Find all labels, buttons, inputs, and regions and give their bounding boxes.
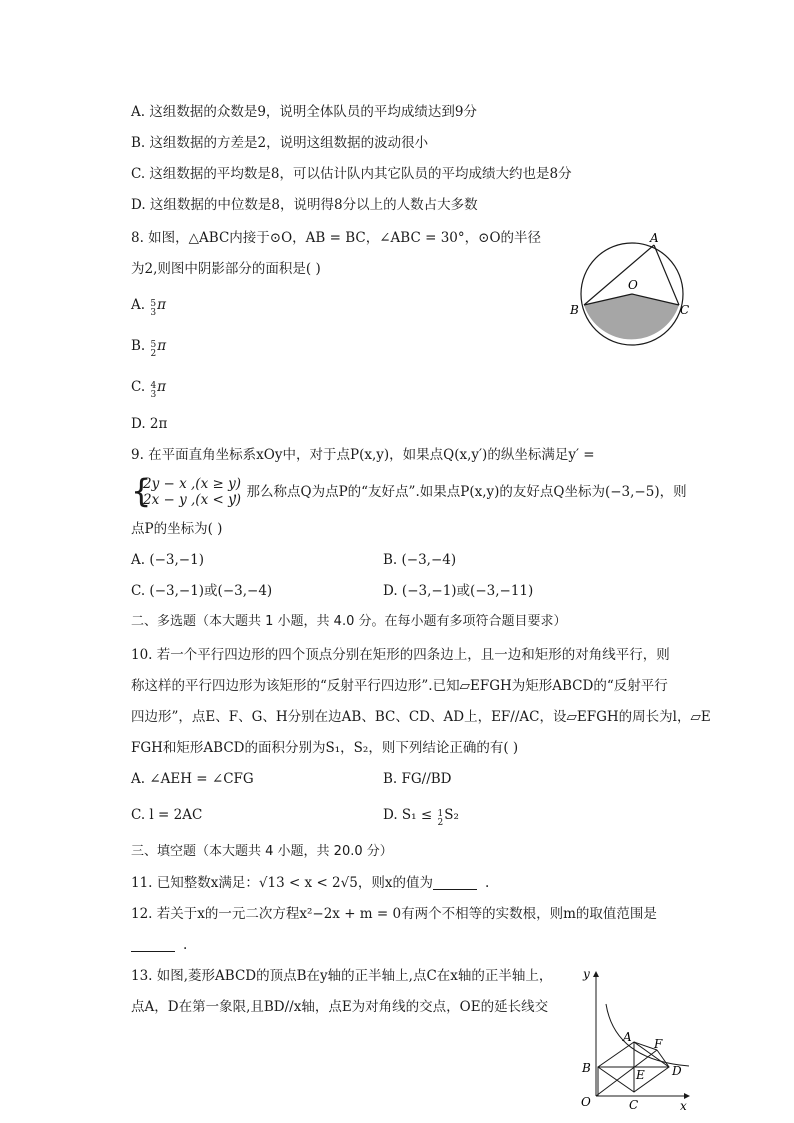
q8-option-a-den: 3	[150, 308, 157, 318]
q9-piecewise-line	[131, 474, 791, 508]
q8-option-d: D. 2π	[131, 416, 168, 432]
q10-stem-line4: FGH和矩形ABCD的面积分别为S₁，S₂，则下列结论正确的有( )	[131, 740, 519, 756]
q13-label-d: D	[672, 1064, 682, 1078]
q10-option-d-pre: D. S₁ ≤	[383, 807, 437, 823]
q12-period: .	[183, 937, 188, 953]
q8-stem-line1: 8. 如图，△ABC内接于⊙O，AB = BC，∠ABC = 30°，⊙O的半径	[131, 230, 542, 246]
q11-period: .	[484, 875, 490, 891]
q8-label-b: B	[570, 303, 579, 317]
q8-option-b-label: B.	[131, 338, 146, 354]
q13-segment-of	[596, 1050, 657, 1096]
q8-option-c-fraction	[150, 382, 156, 400]
q12-stem-line2	[131, 936, 187, 954]
q9-stem-line1: 9. 在平面直角坐标系xOy中，对于点P(x,y)，如果点Q(x,y′)的纵坐标满足y′ =	[131, 447, 595, 463]
q8-option-a-fraction	[150, 300, 156, 318]
q10-option-d-fraction	[437, 810, 443, 828]
q10-option-d-den: 2	[437, 818, 444, 828]
q8-option-a-pi: π	[157, 297, 166, 313]
q8-circle-figure	[568, 226, 698, 350]
q8-segment-ba	[584, 245, 654, 305]
q9-option-a: A. (−3,−1)	[131, 552, 204, 568]
q8-option-b-num: 5	[150, 340, 157, 350]
q11-stem	[131, 874, 489, 892]
q9-case-2: 2x − y ,(x < y)	[143, 492, 241, 508]
q9-option-d: D. (−3,−1)或(−3,−11)	[383, 583, 534, 599]
q12-answer-blank[interactable]	[131, 937, 175, 952]
q9-option-c: C. (−3,−1)或(−3,−4)	[131, 583, 273, 599]
q13-stem-line1: 13. 如图,菱形ABCD的顶点B在y轴的正半轴上,点C在x轴的正半轴上，	[131, 968, 553, 984]
q10-option-d-post: S₂	[444, 807, 459, 823]
q13-label-c: C	[629, 1098, 639, 1112]
q10-option-c: C. l = 2AC	[131, 807, 203, 823]
q9-stem-line2: ，那么称点Q为点P的“友好点”.如果点P(x,y)的友好点Q坐标为(−3,−5)，则	[233, 484, 687, 500]
q8-option-a	[131, 296, 166, 318]
q10-option-d	[383, 806, 459, 828]
q8-option-b-pi: π	[157, 338, 167, 354]
section-fill-blank-heading: 三、填空题（本大题共 4 小题，共 20.0 分）	[131, 844, 393, 859]
q9-brace: {	[131, 472, 152, 510]
q13-label-f: F	[654, 1037, 663, 1051]
q7-option-c: C. 这组数据的平均数是8，可以估计队内其它队员的平均成绩大约也是8分	[131, 166, 572, 182]
q10-stem-line3: 四边形”，点E、F、G、H分别在边AB、BC、CD、AD上，EF//AC，设▱EFGH的周长为l，▱E	[131, 709, 711, 725]
q8-option-b-fraction	[151, 341, 157, 359]
q8-option-c	[131, 378, 166, 400]
q9-stem-line3: 点P的坐标为( )	[131, 521, 223, 537]
q13-label-a: A	[623, 1030, 632, 1044]
q8-label-a: A	[650, 231, 659, 245]
q13-label-b: B	[582, 1061, 591, 1075]
q10-option-b: B. FG//BD	[383, 771, 452, 787]
q8-label-o: O	[628, 278, 638, 292]
q11-text: 11. 已知整数x满足：√13 < x < 2√5，则x的值为	[131, 875, 433, 891]
q10-stem-line2: 称这样的平行四边形为该矩形的“反射平行四边形”.已知▱EFGH为矩形ABCD的“反射平行	[131, 678, 668, 694]
q8-label-c: C	[680, 303, 690, 317]
q13-label-x: x	[680, 1099, 687, 1113]
q7-option-d: D. 这组数据的中位数是8，说明得8分以上的人数占大多数	[131, 197, 478, 213]
q8-option-c-num: 4	[150, 381, 157, 391]
q9-case-1: 2y − x ,(x ≥ y)	[143, 476, 241, 492]
q8-option-a-num: 5	[150, 299, 157, 309]
q8-option-c-label: C.	[131, 379, 146, 395]
q8-option-c-den: 3	[150, 390, 157, 400]
q10-option-a: A. ∠AEH = ∠CFG	[131, 771, 254, 787]
q10-option-d-num: 1	[437, 809, 444, 819]
section-multiple-choice-heading: 二、多选题（本大题共 1 小题，共 4.0 分。在每小题有多项符合题目要求）	[131, 614, 567, 629]
q7-option-a: A. 这组数据的众数是9，说明全体队员的平均成绩达到9分	[131, 104, 478, 120]
q8-option-b	[131, 337, 166, 359]
q13-stem-line2: 点A，D在第一象限,且BD//x轴，点E为对角线的交点，OE的延长线交	[131, 999, 549, 1015]
q9-option-b: B. (−3,−4)	[383, 552, 457, 568]
q13-label-o: O	[581, 1095, 591, 1109]
q13-rhombus-figure	[577, 964, 699, 1116]
q12-stem-line1: 12. 若关于x的一元二次方程x²−2x + m = 0有两个不相等的实数根，则m的取值范围是	[131, 906, 657, 922]
q8-stem-line2: 为2,则图中阴影部分的面积是( )	[131, 261, 321, 277]
q13-segment-fd	[657, 1050, 669, 1067]
q8-option-a-label: A.	[131, 297, 146, 313]
q13-label-e: E	[636, 1068, 645, 1082]
q13-label-y: y	[583, 967, 590, 981]
q8-option-b-den: 2	[150, 349, 157, 359]
q10-stem-line1: 10. 若一个平行四边形的四个顶点分别在矩形的四条边上，且一边和矩形的对角线平行，则	[131, 647, 670, 663]
q7-option-b: B. 这组数据的方差是2，说明这组数据的波动很小	[131, 135, 429, 151]
q8-option-c-pi: π	[157, 379, 167, 395]
q8-segment-ac	[654, 245, 679, 305]
q11-answer-blank[interactable]	[433, 875, 477, 890]
